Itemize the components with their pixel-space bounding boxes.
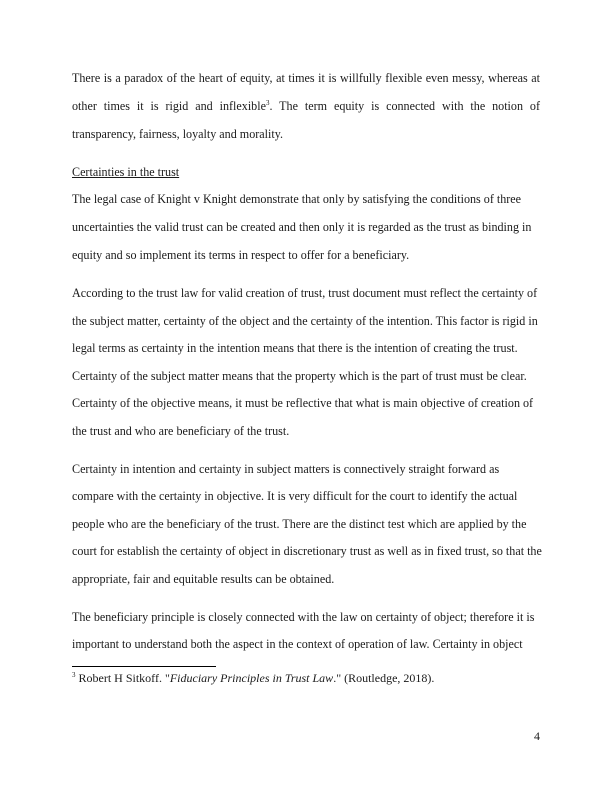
paragraph-1-line-2-text: other times it is rigid and inflexible xyxy=(72,99,266,113)
section-heading: Certainties in the trust xyxy=(72,165,180,179)
footnote-separator xyxy=(72,666,216,667)
paragraph-3-line-4: Certainty of the subject matter means that the property which is the part of trust must be clear. xyxy=(72,369,527,383)
footnote-title: Fiduciary Principles in Trust Law xyxy=(169,671,334,685)
footnote-author: Robert H Sitkoff. " xyxy=(75,671,170,685)
paragraph-4-line-5: appropriate, fair and equitable results can be obtained. xyxy=(72,572,335,586)
paragraph-2-line-2: uncertainties the valid trust can be created and then only it is regarded as the trust as binding in xyxy=(72,220,532,234)
paragraph-4-line-2: compare with the certainty in objective. It is very difficult for the court to identify the actual xyxy=(72,489,518,503)
paragraph-2-line-1: The legal case of Knight v Knight demonstrate that only by satisfying the conditions of three xyxy=(72,192,522,206)
paragraph-3-line-6: the trust and who are beneficiary of the trust. xyxy=(72,424,290,438)
footnote-rest: ." (Routledge, 2018). xyxy=(333,671,435,685)
paragraph-3-line-2: the subject matter, certainty of the object and the certainty of the intention. This factor is rigid in xyxy=(72,314,538,328)
paragraph-4-line-1: Certainty in intention and certainty in subject matters is connectively straight forward as xyxy=(72,462,500,476)
paragraph-1-line-1: There is a paradox of the heart of equity, at times it is willfully flexible even messy, whereas at xyxy=(72,71,540,85)
paragraph-3-line-3: legal terms as certainty in the intention means that there is the intention of creating the trust. xyxy=(72,341,518,355)
paragraph-1-line-2-rest: . The term equity is connected with the notion of xyxy=(269,99,540,113)
paragraph-5-line-1: The beneficiary principle is closely connected with the law on certainty of object; therefore it is xyxy=(72,610,535,624)
footnote-reference[interactable]: 3 xyxy=(265,98,270,107)
paragraph-4-line-3: people who are the beneficiary of the trust. There are the distinct test which are applied by the xyxy=(72,517,527,531)
footnote xyxy=(72,671,434,685)
paragraph-1-line-2 xyxy=(72,99,540,113)
paragraph-5-line-2: important to understand both the aspect in the context of operation of law. Certainty in object xyxy=(72,637,523,651)
page-number: 4 xyxy=(534,729,540,743)
footnote-marker: 3 xyxy=(72,671,76,679)
paragraph-1-line-3: transparency, fairness, loyalty and morality. xyxy=(72,127,284,141)
paragraph-4-line-4: court for establish the certainty of object in discretionary trust as well as in fixed trust, so that the xyxy=(72,544,542,558)
paragraph-3-line-5: Certainty of the objective means, it must be reflective that what is main objective of creation of xyxy=(72,396,534,410)
paragraph-3-line-1: According to the trust law for valid creation of trust, trust document must reflect the certainty of xyxy=(72,286,538,300)
paragraph-2-line-3: equity and so implement its terms in respect to offer for a beneficiary. xyxy=(72,248,410,262)
